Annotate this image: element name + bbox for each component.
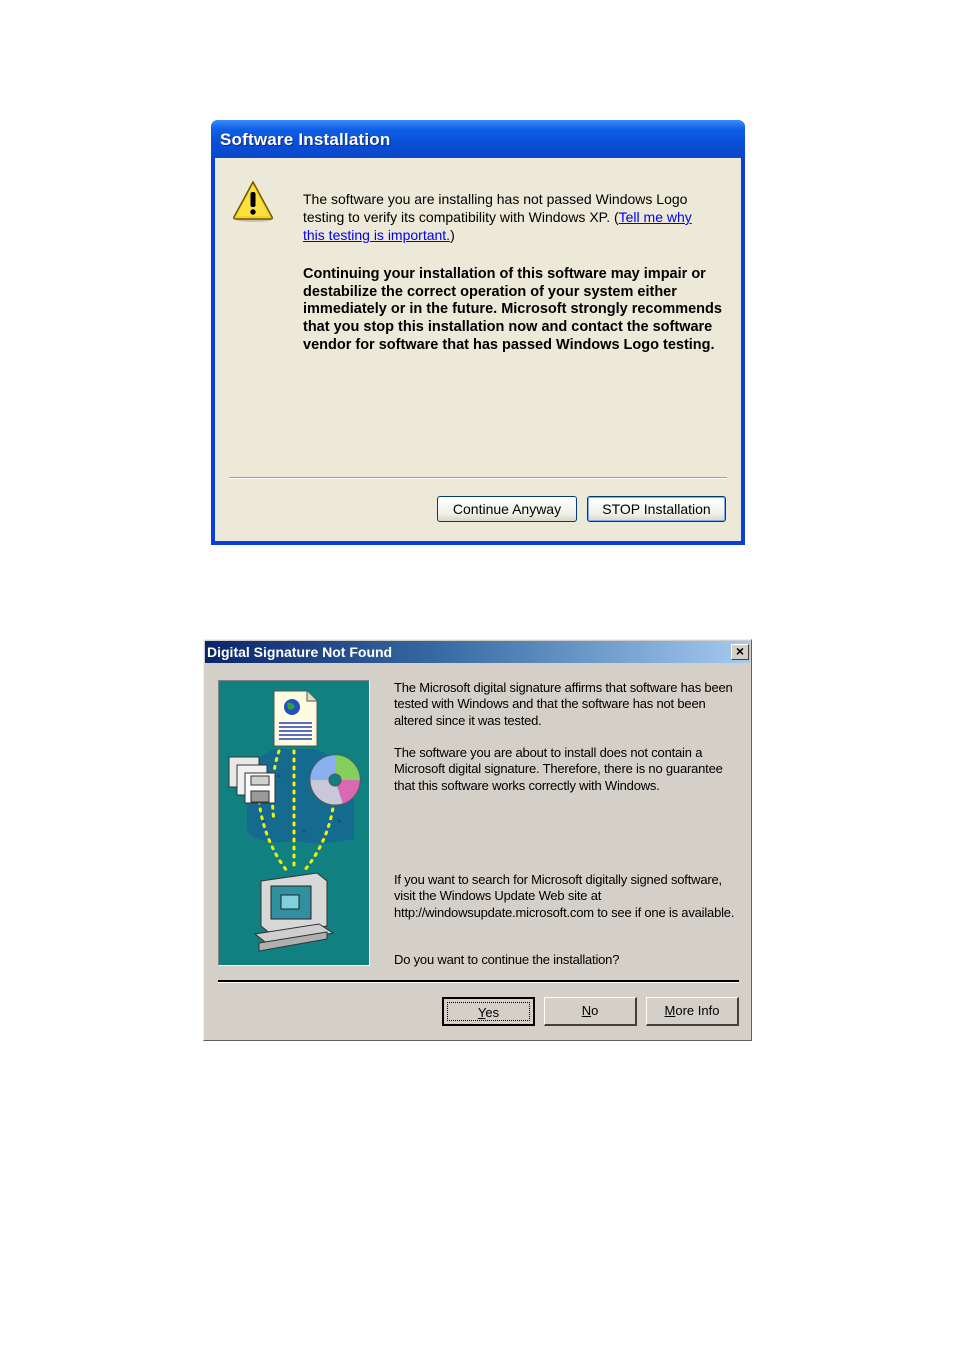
paren-close: ) — [450, 227, 455, 243]
windows-update-text: If you want to search for Microsoft digitally signed software, visit the Windows Update Web site at http://windowsupdate.microsoft.com to see if one is available. — [394, 872, 735, 920]
yes-button[interactable] — [442, 997, 535, 1026]
software-installation-dialog — [211, 120, 745, 545]
dialog-title: Digital Signature Not Found — [207, 644, 393, 660]
dialog-title: Software Installation — [220, 130, 391, 149]
illustration-graphic — [219, 681, 369, 965]
dialog-title-bar[interactable] — [205, 641, 750, 663]
logo-testing-message — [303, 190, 713, 244]
digital-signature-illustration — [218, 680, 370, 966]
no-button[interactable] — [544, 997, 637, 1026]
tell-me-why-link[interactable]: Tell me why this testing is important. — [303, 209, 692, 243]
warning-message: Continuing your installation of this software may impair or destabilize the correct operation of your system either immediately or in the future. Microsoft strongly recommends that you stop this installation now and contact the software vendor for software that has passed Windows Logo testing. — [303, 266, 722, 353]
more-info-button[interactable] — [646, 997, 739, 1026]
yes-accel: Y — [477, 1005, 486, 1020]
no-signature-text: The software you are about to install does not contain a Microsoft digital signature. Therefore, there is no guarantee that this software works correctly with Windows. — [394, 745, 723, 793]
focus-rect — [447, 1002, 530, 1021]
continue-anyway-button[interactable]: Continue Anyway — [437, 496, 577, 522]
digital-signature-dialog — [203, 639, 752, 1041]
logo-testing-text: The software you are installing has not passed Windows Logo testing to verify its compatibility with Windows XP. ( — [303, 191, 688, 225]
no-label: o — [591, 1003, 599, 1018]
yes-label: es — [485, 1005, 500, 1020]
warning-icon — [231, 179, 275, 223]
dialog-title-bar[interactable] — [211, 120, 745, 158]
no-accel: N — [581, 1003, 592, 1018]
separator — [229, 477, 727, 479]
more-label: ore Info — [675, 1003, 720, 1018]
more-accel: M — [664, 1003, 676, 1018]
signature-explanation-text: The Microsoft digital signature affirms that software has been tested with Windows and that the software has not been altered since it was tested. — [394, 680, 733, 728]
close-button[interactable]: × — [731, 644, 749, 660]
stop-installation-button[interactable]: STOP Installation — [587, 496, 726, 522]
dialog-body — [215, 158, 741, 541]
separator — [218, 980, 739, 983]
continue-question: Do you want to continue the installation? — [394, 952, 620, 967]
